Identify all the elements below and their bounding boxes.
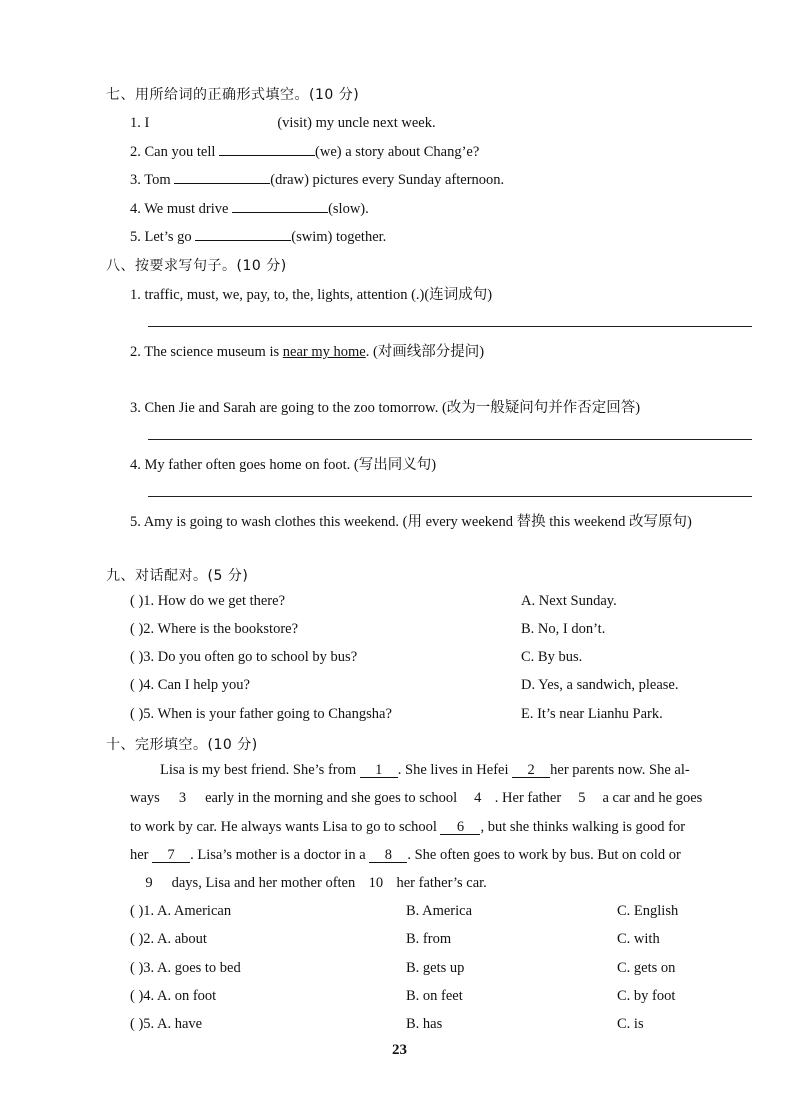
cloze-option-5-c: C. is (617, 1016, 644, 1032)
s8-q2-underlined: near my home (282, 344, 366, 360)
cloze-option-5-b: B. has (406, 1016, 443, 1032)
s8-question-5: 5. Amy is going to wash clothes this weekend. (用 every weekend 替换 this weekend 改写原句) (130, 514, 692, 530)
s7-item-3-blank[interactable] (174, 169, 270, 184)
s7-item-3-prefix: 3. Tom (130, 172, 171, 188)
s7-item-1-prefix: 1. I (130, 115, 150, 131)
page-number: 23 (392, 1042, 407, 1058)
s8-answer-line-1[interactable] (148, 326, 752, 327)
s7-item-1 (130, 113, 436, 132)
s9-question-2: ( )2. Where is the bookstore? (130, 621, 299, 637)
cloze-option-4-a: ( )4. A. on foot (130, 988, 217, 1004)
cloze-option-4-c: C. by foot (617, 988, 676, 1004)
cloze-option-4-b: B. on feet (406, 988, 463, 1004)
s8-question-2 (130, 340, 484, 361)
cloze-blank-4[interactable]: 4 (474, 790, 482, 806)
s7-item-2 (130, 141, 479, 161)
cloze-blank-9[interactable]: 9 (145, 875, 153, 891)
s9-question-3: ( )3. Do you often go to school by bus? (130, 649, 358, 665)
cloze-blank-2[interactable]: 2 (512, 763, 550, 778)
s7-item-5 (130, 226, 386, 246)
s7-item-4-prefix: 4. We must drive (130, 201, 229, 217)
s7-item-2-blank[interactable] (219, 141, 315, 156)
cloze-option-2-a: ( )2. A. about (130, 931, 207, 947)
s7-item-1-blank[interactable] (149, 113, 277, 127)
s9-question-1: ( )1. How do we get there? (130, 593, 286, 609)
cloze-text: Lisa is my best friend. She’s from (160, 762, 360, 778)
s7-item-2-prefix: 2. Can you tell (130, 144, 216, 160)
cloze-text: to work by car. He always wants Lisa to go to school (130, 819, 441, 835)
s9-answer-a: A. Next Sunday. (521, 593, 617, 609)
cloze-text: ways (130, 790, 164, 806)
cloze-line-1 (160, 762, 690, 779)
cloze-option-1-c: C. English (617, 903, 679, 919)
cloze-option-2-b: B. from (406, 931, 452, 947)
cloze-line-3 (130, 819, 685, 836)
cloze-blank-7[interactable]: 7 (152, 848, 190, 863)
cloze-line-4 (130, 847, 681, 864)
s7-item-1-suffix: (visit) my uncle next week. (277, 115, 436, 131)
s9-answer-e: E. It’s near Lianhu Park. (521, 706, 663, 722)
cloze-option-1-a: ( )1. A. American (130, 903, 232, 919)
cloze-blank-10[interactable]: 10 (368, 875, 384, 891)
section-10-heading: 十、完形填空。(10 分) (106, 737, 258, 753)
cloze-option-3-b: B. gets up (406, 960, 465, 976)
cloze-option-2-c: C. with (617, 931, 660, 947)
s8-question-3: 3. Chen Jie and Sarah are going to the zoo tomorrow. (改为一般疑问句并作否定回答) (130, 400, 641, 416)
cloze-blank-5[interactable]: 5 (578, 790, 586, 806)
s9-answer-b: B. No, I don’t. (521, 621, 606, 637)
cloze-blank-3[interactable]: 3 (178, 790, 187, 806)
cloze-text: her father’s car. (392, 875, 487, 891)
cloze-blank-8[interactable]: 8 (369, 848, 407, 863)
s9-question-5: ( )5. When is your father going to Changsha? (130, 706, 392, 722)
cloze-text: . She often goes to work by bus. But on cold or (407, 847, 681, 863)
section-7-heading: 七、用所给词的正确形式填空。(10 分) (106, 87, 360, 103)
cloze-option-5-a: ( )5. A. have (130, 1016, 203, 1032)
cloze-option-3-c: C. gets on (617, 960, 676, 976)
section-9-heading: 九、对话配对。(5 分) (106, 568, 249, 584)
cloze-text: , but she thinks walking is good for (480, 819, 686, 835)
cloze-blank-6[interactable]: 6 (440, 820, 480, 835)
s7-item-2-suffix: (we) a story about Chang’e? (315, 144, 480, 160)
cloze-text: a car and he goes (598, 790, 703, 806)
cloze-text: her parents now. She al- (550, 762, 690, 778)
s9-answer-c: C. By bus. (521, 649, 583, 665)
s8-q2-prefix: 2. The science museum is (130, 344, 283, 360)
cloze-line-5 (130, 875, 487, 892)
s7-item-3-suffix: (draw) pictures every Sunday afternoon. (270, 172, 505, 188)
cloze-option-1-b: B. America (406, 903, 473, 919)
cloze-text: her (130, 847, 153, 863)
s8-q2-suffix: . (对画线部分提问) (365, 344, 485, 360)
s8-question-4: 4. My father often goes home on foot. (写出同义句) (130, 457, 437, 473)
cloze-option-3-a: ( )3. A. goes to bed (130, 960, 241, 976)
s8-answer-line-3[interactable] (148, 439, 752, 440)
s7-item-4-blank[interactable] (232, 198, 328, 213)
s9-answer-d: D. Yes, a sandwich, please. (521, 677, 679, 693)
s7-item-5-blank[interactable] (195, 226, 291, 241)
section-8-heading: 八、按要求写句子。(10 分) (106, 258, 287, 274)
s7-item-3 (130, 169, 504, 189)
cloze-text: . She lives in Hefei (397, 762, 513, 778)
cloze-blank-1[interactable]: 1 (360, 763, 398, 778)
cloze-text: days, Lisa and her mother often (168, 875, 359, 891)
s7-item-4-suffix: (slow). (328, 201, 369, 217)
s9-question-4: ( )4. Can I help you? (130, 677, 250, 693)
cloze-text: . Her father (494, 790, 565, 806)
s7-item-5-suffix: (swim) together. (291, 229, 387, 245)
cloze-line-2 (130, 790, 702, 807)
cloze-text: . Lisa’s mother is a doctor in a (190, 847, 370, 863)
s8-question-1: 1. traffic, must, we, pay, to, the, lights, attention (.)(连词成句) (130, 287, 493, 303)
s7-item-4 (130, 198, 369, 218)
cloze-text: early in the morning and she goes to school (201, 790, 461, 806)
s7-item-5-prefix: 5. Let’s go (130, 229, 192, 245)
s8-answer-line-4[interactable] (148, 496, 752, 497)
